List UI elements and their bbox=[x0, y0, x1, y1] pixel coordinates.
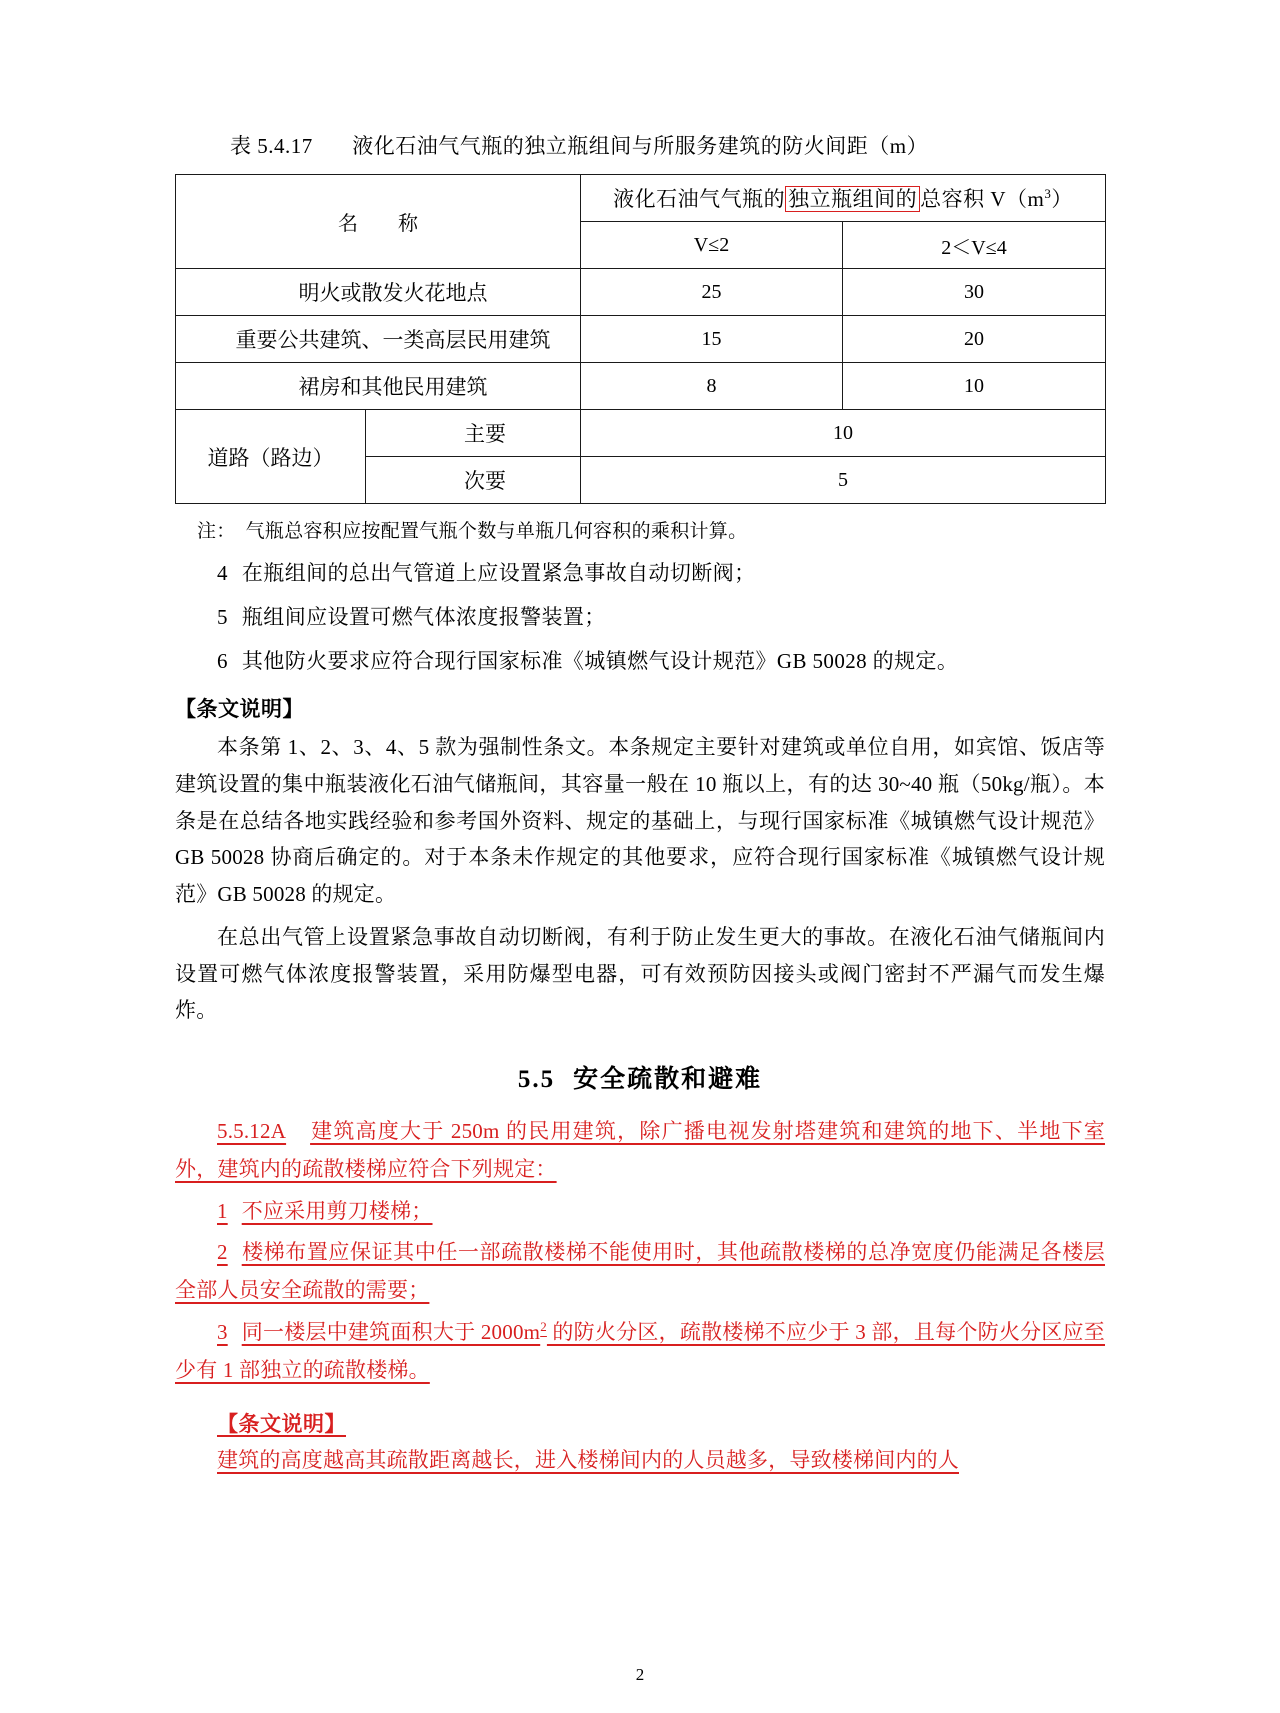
clause-item-text-pre: 同一楼层中建筑面积大于 2000m bbox=[241, 1319, 541, 1344]
list-item-text: 瓶组间应设置可燃气体浓度报警装置； bbox=[241, 605, 606, 629]
road-value: 10 bbox=[581, 410, 1106, 457]
row-label: 裙房和其他民用建筑 bbox=[176, 363, 581, 410]
clause-item-text: 楼梯布置应保证其中任一部疏散楼梯不能使用时，其他疏散楼梯的总净宽度仍能满足各楼层全部人员安全疏散的需要； bbox=[175, 1240, 1105, 1303]
clause-number: 5.5.12A bbox=[217, 1119, 287, 1143]
road-value: 5 bbox=[581, 457, 1106, 504]
fire-distance-table bbox=[175, 174, 1106, 504]
clause-item-index: 2 bbox=[217, 1240, 228, 1265]
clause-item bbox=[175, 1234, 1105, 1310]
table-row bbox=[176, 316, 1106, 363]
explanation-paragraph: 本条第 1、2、3、4、5 款为强制性条文。本条规定主要针对建筑或单位自用，如宾馆、饭店等建筑设置的集中瓶装液化石油气储瓶间，其容量一般在 10 瓶以上，有的达 30~40 瓶（50kg/瓶）。本条是在总结各地实践经验和参考国外资料、规定的基础上，与现行国家标准《城镇燃气设计规范》GB 50028 协商后确定的。对于本条未作规定的其他要求，应符合现行国家标准《城镇燃气设计规范》GB 50028 的规定。 bbox=[175, 735, 1105, 906]
list-item-text: 其他防火要求应符合现行国家标准《城镇燃气设计规范》GB 50028 的规定。 bbox=[241, 649, 959, 673]
clause-item-index: 1 bbox=[217, 1198, 228, 1223]
row-value-1: 25 bbox=[581, 269, 843, 316]
clause-item bbox=[175, 1193, 1105, 1231]
clause-explanation bbox=[175, 1442, 1105, 1480]
note-text: 气瓶总容积应按配置气瓶个数与单瓶几何容积的乘积计算。 bbox=[245, 521, 748, 542]
page-number: 2 bbox=[635, 1665, 645, 1684]
table-caption-label: 表 5.4.17 bbox=[230, 134, 313, 158]
table-header-total: 液化石油气气瓶的 独立瓶组间的 总容积 $V(m^3)$ bbox=[581, 175, 1106, 222]
table-note bbox=[197, 516, 1105, 543]
row-value-1: 8 bbox=[581, 363, 843, 410]
table-row bbox=[176, 269, 1106, 316]
clause-lead-text: 建筑高度大于 250m 的民用建筑，除广播电视发射塔建筑和建筑的地下、半地下室外，建筑内的疏散楼梯应符合下列规定： bbox=[175, 1119, 1105, 1181]
list-item bbox=[175, 557, 1105, 587]
list-item-index: 6 bbox=[217, 649, 228, 673]
section-number: 5.5 bbox=[517, 1066, 556, 1093]
table-header-name: 名 称 bbox=[176, 175, 581, 269]
amendment-clause bbox=[175, 1113, 1105, 1390]
section-title: 安全疏散和避难 bbox=[573, 1066, 763, 1093]
list-item-index: 5 bbox=[217, 605, 228, 629]
list-item-text: 在瓶组间的总出气管道上应设置紧急事故自动切断阀； bbox=[241, 561, 756, 585]
table-caption-text: 液化石油气气瓶的独立瓶组间与所服务建筑的防火间距（m） bbox=[352, 134, 929, 158]
row-label: 明火或散发火花地点 bbox=[176, 269, 581, 316]
clause-item-text: 不应采用剪刀楼梯； bbox=[241, 1198, 433, 1223]
row-value-2: 20 bbox=[843, 316, 1106, 363]
clause-lead bbox=[175, 1113, 1105, 1189]
clause-item-superscript: 2 bbox=[540, 1318, 547, 1334]
clause-explanation-text-wrap bbox=[175, 1442, 1105, 1480]
row-value-1: 15 bbox=[581, 316, 843, 363]
table-col-header-2: 2＜V≤4 bbox=[843, 222, 1106, 269]
clause-item-index: 3 bbox=[217, 1319, 228, 1344]
list-item bbox=[175, 601, 1105, 631]
row-label: 重要公共建筑、一类高层民用建筑 bbox=[176, 316, 581, 363]
explanation-paragraph: 在总出气管上设置紧急事故自动切断阀，有利于防止发生更大的事故。在液化石油气储瓶间内设置可燃气体浓度报警装置，采用防爆型电器，可有效预防因接头或阀门密封不严漏气而发生爆炸。 bbox=[175, 924, 1105, 1023]
road-sub-label: 次要 bbox=[366, 457, 581, 504]
list-item bbox=[175, 645, 1105, 675]
road-sub-label: 主要 bbox=[366, 410, 581, 457]
row-value-2: 10 bbox=[843, 363, 1106, 410]
table-col-header-1: V≤2 bbox=[581, 222, 843, 269]
clause-item-text-post: 的防火分区，疏散楼梯不应少于 3 部，且每个防火分区应至少有 1 部独立的疏散楼梯。 bbox=[175, 1319, 1105, 1382]
explanation-title: 【条文说明】 bbox=[175, 697, 304, 721]
table-header-row-1 bbox=[176, 175, 1106, 222]
table-caption bbox=[230, 130, 1105, 160]
clause-item bbox=[175, 1314, 1105, 1390]
highlighted-term: 独立瓶组间的 bbox=[785, 186, 920, 212]
table-row-road-primary bbox=[176, 410, 1106, 457]
section-heading bbox=[175, 1059, 1105, 1095]
clause-explanation-text: 建筑的高度越高其疏散距离越长，进入楼梯间内的人员越多，导致楼梯间内的人 bbox=[217, 1447, 959, 1472]
list-item-index: 4 bbox=[217, 561, 228, 585]
clause-explanation-title: 【条文说明】 bbox=[217, 1411, 346, 1436]
table-row bbox=[176, 363, 1106, 410]
row-value-2: 30 bbox=[843, 269, 1106, 316]
road-label: 道路（路边） bbox=[176, 410, 366, 504]
note-label: 注： bbox=[197, 521, 236, 542]
